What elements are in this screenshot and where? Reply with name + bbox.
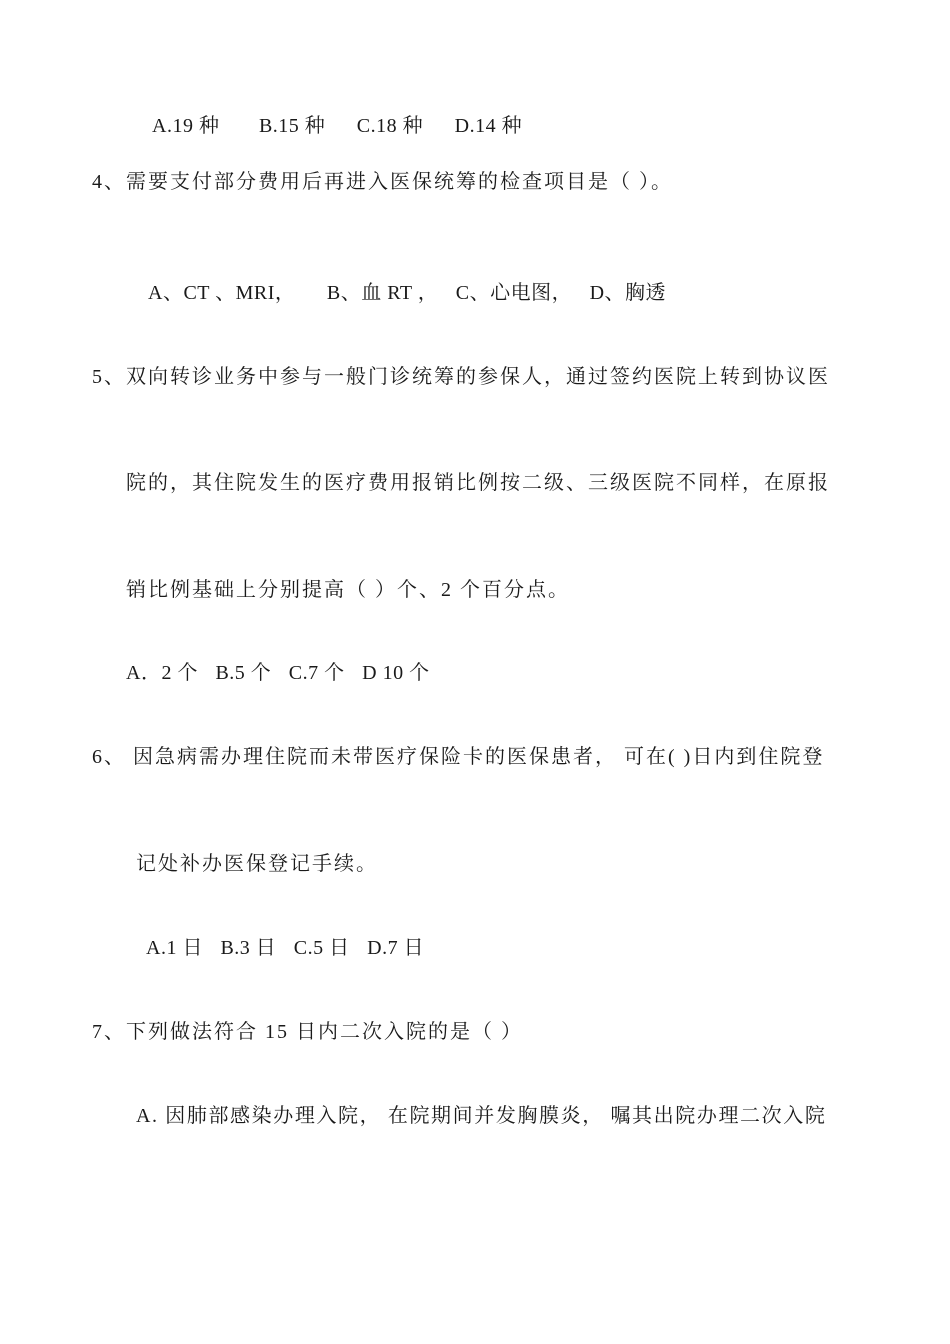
q5-option-a: A．2 个 [126, 662, 198, 684]
q6-option-d: D.7 日 [367, 937, 425, 959]
q6-option-b: B.3 日 [220, 937, 277, 959]
q5-stem-line-3: 销比例基础上分别提高（ ）个、2 个百分点。 [126, 579, 570, 601]
q5-option-d: D 10 个 [362, 662, 430, 684]
q5-stem-line-2: 院的，其住院发生的医疗费用报销比例按二级、三级医院不同样，在原报 [126, 472, 830, 494]
q3-option-d: D.14 种 [454, 115, 523, 137]
q6-option-a: A.1 日 [146, 937, 203, 959]
q5-stem-line-1: 5、双向转诊业务中参与一般门诊统筹的参保人，通过签约医院上转到协议医 [92, 366, 830, 388]
q4-option-b: B、血 RT ， [326, 282, 439, 304]
q4-stem: 4、需要支付部分费用后再进入医保统筹的检查项目是（ ）。 [92, 171, 673, 193]
q5-options [126, 661, 430, 685]
q4-option-d: D、胸透 [589, 282, 667, 304]
q7-stem: 7、下列做法符合 15 日内二次入院的是（ ） [92, 1021, 523, 1043]
q6-stem-line-2: 记处补办医保登记手续。 [136, 853, 378, 875]
q7-option-a: A. 因肺部感染办理入院， 在院期间并发胸膜炎， 嘱其出院办理二次入院 [136, 1105, 827, 1127]
q4-option-c: C、心电图， [455, 282, 573, 304]
q4-option-a: A、CT 、MRI， [148, 282, 296, 304]
q4-options [148, 281, 666, 305]
q5-option-b: B.5 个 [215, 662, 272, 684]
q3-option-a: A.19 种 [152, 115, 220, 137]
q5-option-c: C.7 个 [288, 662, 345, 684]
q3-option-c: C.18 种 [356, 115, 424, 137]
q6-stem-line-1: 6、 因急病需办理住院而未带医疗保险卡的医保患者， 可在( )日内到住院登 [92, 746, 825, 768]
q6-option-c: C.5 日 [293, 937, 350, 959]
q3-options [152, 114, 522, 138]
q6-options [146, 936, 424, 960]
q3-option-b: B.15 种 [258, 115, 326, 137]
